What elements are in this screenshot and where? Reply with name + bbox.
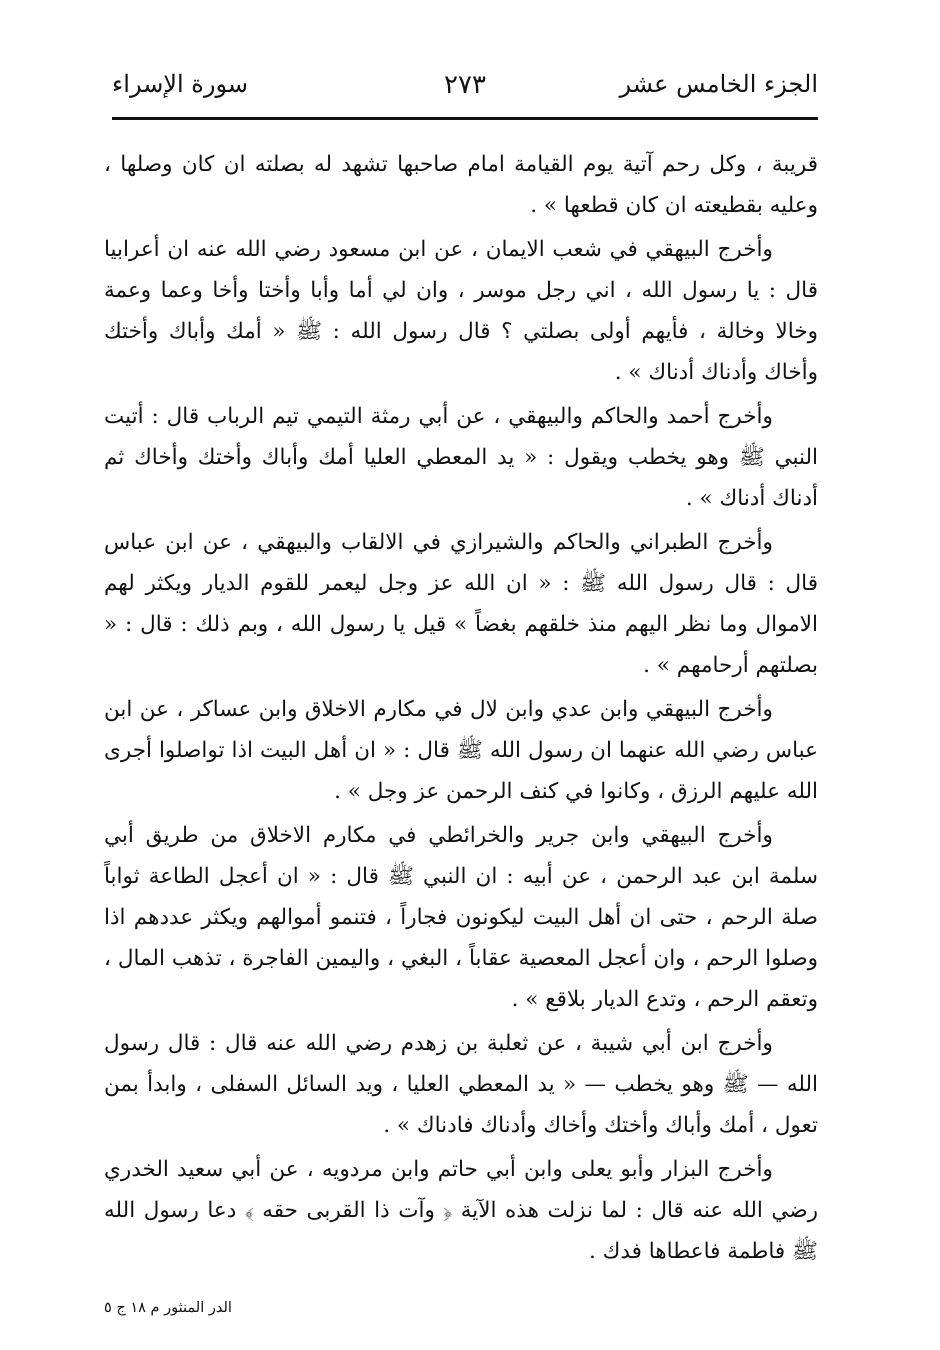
surah-title: سورة الإسراء bbox=[112, 70, 248, 98]
footnote-signature: الدر المنثور م ١٨ ج ٥ bbox=[104, 1300, 232, 1316]
paragraph-6: وأخرج البيهقي وابن جرير والخرائطي في مكارم الاخلاق من طريق أبي سلمة ابن عبد الرحمن ، عن أبيه : ان النبي ﷺ قال : « ان أعجل الطاعة ثواباً صلة الرحم ، حتى ان أهل البيت ليكونون فجاراً ، فتنمو أموالهم ويكثر عددهم اذا وصلوا الرحم ، وان أعجل المعصية عقاباً ، البغي ، واليمين الفاجرة ، تذهب المال ، وتعقم الرحم ، وتدع الديار بلاقع » . bbox=[104, 823, 818, 1012]
part-title: الجزء الخامس عشر bbox=[619, 70, 818, 98]
paragraph-3: وأخرج أحمد والحاكم والبيهقي ، عن أبي رمثة التيمي تيم الرباب قال : أتيت النبي ﷺ وهو يخطب ويقول : « يد المعطي العليا أمك وأباك وأختك وأخاك ثم أدناك أدناك » . bbox=[104, 404, 818, 511]
main-text bbox=[104, 144, 818, 1275]
header-divider bbox=[112, 117, 818, 120]
paragraph-1: قريبة ، وكل رحم آتية يوم القيامة امام صاحبها تشهد له بصلته ان كان وصلها ، وعليه بقطيعته ان كان قطعها » . bbox=[104, 152, 818, 218]
paragraph-5: وأخرج البيهقي وابن عدي وابن لال في مكارم الاخلاق وابن عساكر ، عن ابن عباس رضي الله عنهما ان رسول الله ﷺ قال : « ان أهل البيت اذا تواصلوا أجرى الله عليهم الرزق ، وكانوا في كنف الرحمن عز وجل » . bbox=[104, 697, 818, 804]
paragraph-8: وأخرج البزار وأبو يعلى وابن أبي حاتم وابن مردويه ، عن أبي سعيد الخدري رضي الله عنه قال : لما نزلت هذه الآية ﴿ وآت ذا القربى حقه ﴾ دعا رسول الله ﷺ فاطمة فاعطاها فدك . bbox=[104, 1157, 818, 1264]
paragraph-7: وأخرج ابن أبي شيبة ، عن ثعلبة بن زهدم رضي الله عنه قال : قال رسول الله — ﷺ وهو يخطب — « يد المعطي العليا ، ويد السائل السفلى ، وابدأ بمن تعول ، أمك وأباك وأختك وأخاك وأدناك فادناك » . bbox=[104, 1031, 818, 1138]
paragraph-4: وأخرج الطبراني والحاكم والشيرازي في الالقاب والبيهقي ، عن ابن عباس قال : قال رسول الله ﷺ : « ان الله عز وجل ليعمر للقوم الديار ويكثر لهم الاموال وما نظر اليهم منذ خلقهم بغضاً » قيل يا رسول الله ، وبم ذلك : قال : « بصلتهم أرحامهم » . bbox=[104, 530, 818, 678]
paragraph-2: وأخرج البيهقي في شعب الايمان ، عن ابن مسعود رضي الله عنه ان أعرابيا قال : يا رسول الله ، اني رجل موسر ، وان لي أما وأبا وأختا وأخا وعما وعمة وخالا وخالة ، فأيهم أولى بصلتي ؟ قال رسول الله : ﷺ « أمك وأباك وأختك وأخاك وأدناك أدناك » . bbox=[104, 237, 818, 385]
page-header bbox=[112, 70, 818, 110]
page-number: ٢٧٣ bbox=[444, 70, 486, 100]
